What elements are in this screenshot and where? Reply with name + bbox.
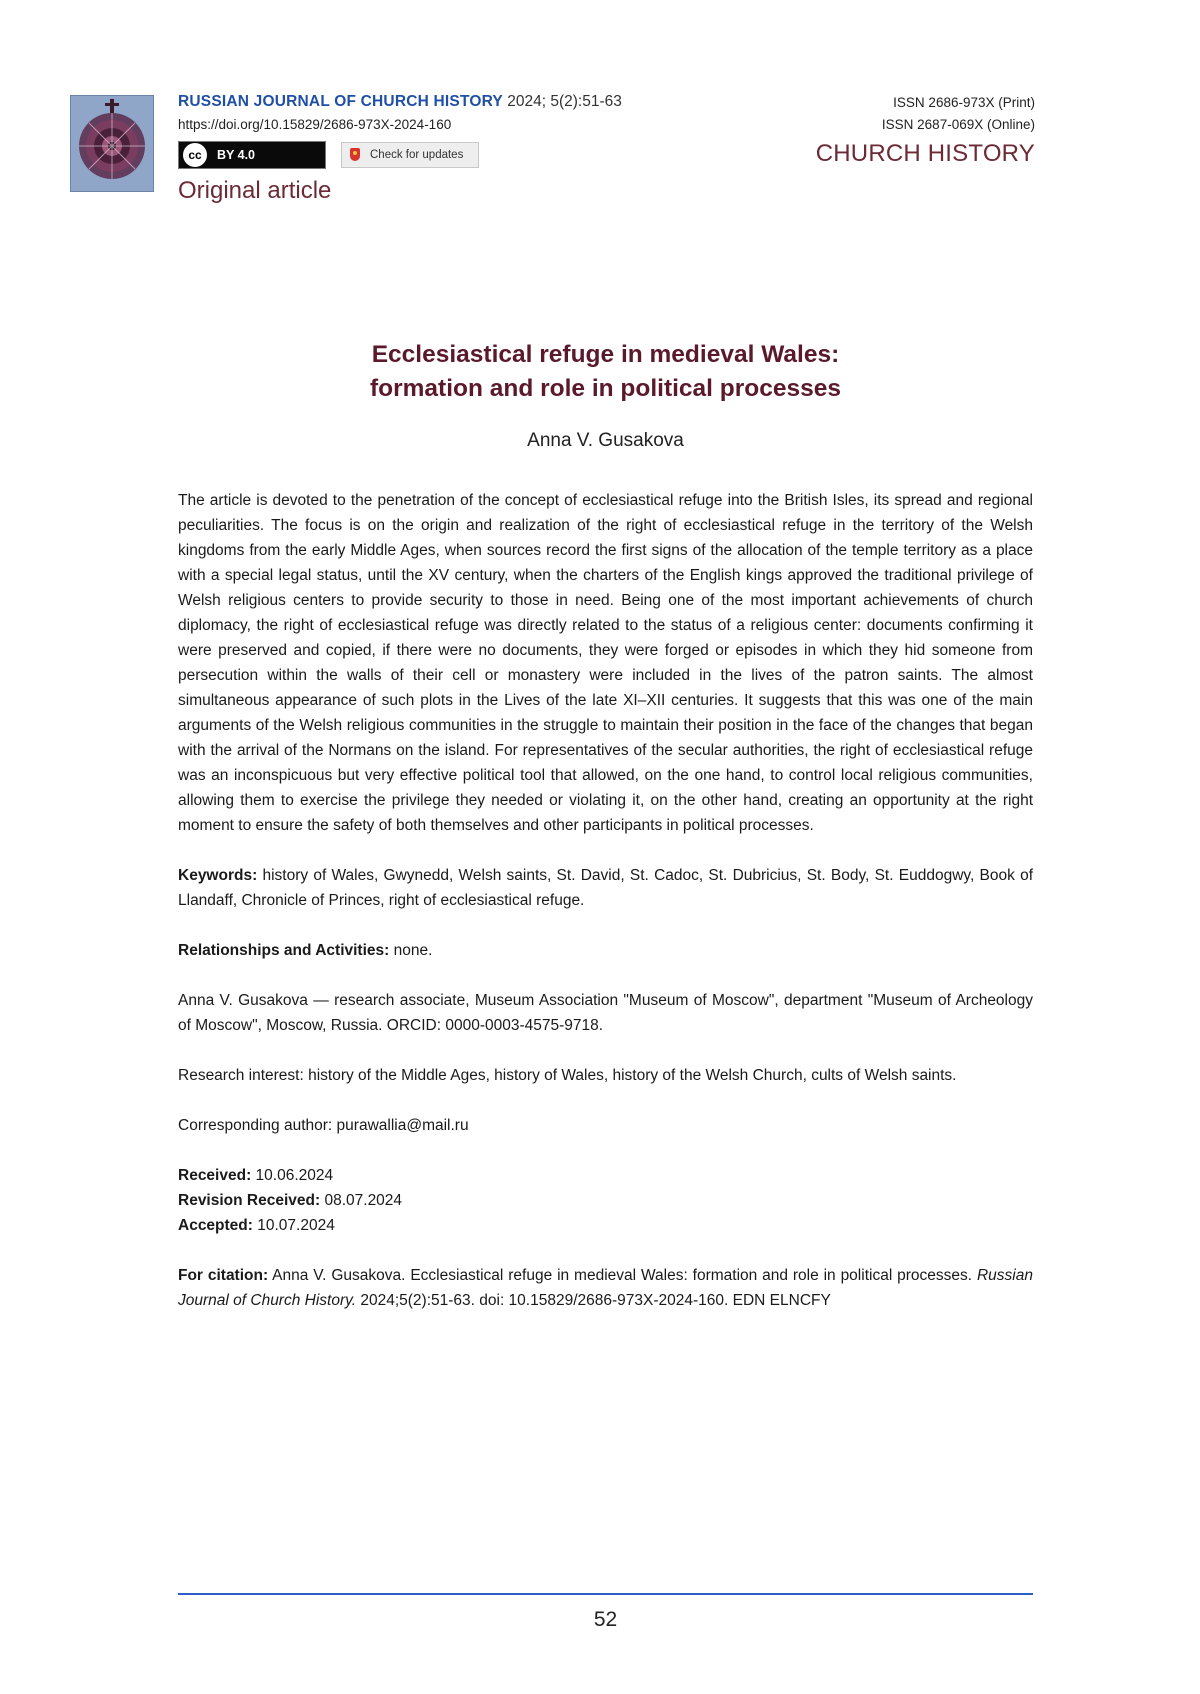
issn-print: ISSN 2686-973X (Print) — [893, 95, 1035, 110]
rubric: CHURCH HISTORY — [815, 140, 1035, 167]
keywords-label: Keywords: — [178, 867, 258, 884]
journal-name[interactable]: RUSSIAN JOURNAL OF CHURCH HISTORY — [178, 93, 503, 110]
corresponding-author: Corresponding author: purawallia@mail.ru — [178, 1117, 469, 1134]
accepted-date: 10.07.2024 — [257, 1217, 335, 1234]
revision-line — [178, 1188, 1033, 1213]
relationships-text: none. — [393, 942, 433, 959]
cc-license-badge[interactable] — [178, 141, 326, 169]
accepted-line — [178, 1213, 1033, 1238]
citation-label: For citation: — [178, 1267, 269, 1284]
page-number: 52 — [593, 1608, 618, 1631]
citation-rest: 2024;5(2):51-63. doi: 10.15829/2686-973X-2024-160. EDN ELNCFY — [360, 1292, 831, 1309]
citation-text: Anna V. Gusakova. Ecclesiastical refuge in medieval Wales: formation and role in political processes. — [272, 1267, 973, 1284]
revision-date: 08.07.2024 — [324, 1192, 403, 1209]
relationships — [178, 938, 1033, 963]
relationships-label: Relationships and Activities: — [178, 942, 390, 959]
dates-block — [178, 1163, 1033, 1238]
research-interest: Research interest: history of the Middle Ages, history of Wales, history of the Welsh Church, cults of Welsh saints. — [178, 1067, 957, 1084]
received-line — [178, 1163, 1033, 1188]
header-left — [178, 92, 738, 205]
cc-icon: cc — [183, 143, 207, 167]
accepted-label: Accepted: — [178, 1217, 253, 1234]
title-line-1: Ecclesiastical refuge in medieval Wales: — [371, 341, 840, 368]
abstract: The article is devoted to the penetration of the concept of ecclesiastical refuge into the British Isles, its spread and regional peculiarities. The focus is on the origin and realization of the right of ecclesiastical refuge in the territory of the Welsh kingdoms from the early Middle Ages, when sources record the first signs of the allocation of the temple territory as a place with a special legal status, until the XV century, when the charters of the English kings approved the traditional privilege of Welsh religious centers to provide security to those in need. Being one of the most important achievements of church diplomacy, the right of ecclesiastical refuge was directly related to the status of a religious center: documents confirming it were preserved and copied, if there were no documents, they were forged or episodes in which they hid someone from persecution within the walls of their cell or monastery were included in the lives of the patron saints. The almost simultaneous appearance of such plots in the Lives of the late XI–XII centuries. It suggests that this was one of the main arguments of the Welsh religious communities in the struggle to maintain their position in the face of the changes that began with the arrival of the Normans on the island. For representatives of the secular authorities, the right of ecclesiastical refuge was an inconspicuous but very effective political tool that allowed, on the one hand, to control local religious communities, allowing them to exercise the privilege they needed or violating it, on the other hand, creating an opportunity at the right moment to ensure the safety of both themselves and other participants in political processes. — [178, 492, 1033, 834]
check-for-updates-button[interactable] — [341, 142, 479, 168]
citation — [178, 1263, 1033, 1313]
license-label: BY 4.0 — [217, 148, 255, 162]
bookmark-icon — [348, 148, 362, 162]
journal-logo — [70, 95, 154, 192]
article-body — [178, 488, 1033, 1313]
footer-divider — [178, 1593, 1033, 1595]
revision-label: Revision Received: — [178, 1192, 321, 1209]
journal-line — [178, 92, 738, 112]
issn-online: ISSN 2687-069X (Online) — [881, 117, 1035, 132]
title-line-2: formation and role in political processes — [369, 375, 842, 402]
citation-journal: Russian Journal of Church History. — [178, 1267, 1033, 1309]
article-title — [178, 338, 1033, 406]
article-author: Anna V. Gusakova — [527, 430, 684, 451]
received-date: 10.06.2024 — [255, 1167, 334, 1184]
keywords-text: history of Wales, Gwynedd, Welsh saints, St. David, St. Cadoc, St. Dubricius, St. Body, St. Euddogwy, Book of Llandaff, Chronicle of Princes, right of ecclesiastical refuge. — [178, 867, 1033, 909]
article-type: Original article — [178, 177, 332, 204]
doi-link[interactable]: https://doi.org/10.15829/2686-973X-2024-160 — [178, 117, 452, 132]
badges-row — [178, 141, 738, 169]
keywords — [178, 863, 1033, 913]
journal-issue: 2024; 5(2):51-63 — [507, 93, 622, 110]
received-label: Received: — [178, 1167, 252, 1184]
header-right — [816, 92, 1035, 168]
check-updates-label: Check for updates — [370, 149, 464, 161]
author-info: Anna V. Gusakova — research associate, Museum Association "Museum of Moscow", department "Museum of Archeology of Moscow", Moscow, Russia. ORCID: 0000-0003-4575-9718. — [178, 992, 1033, 1034]
